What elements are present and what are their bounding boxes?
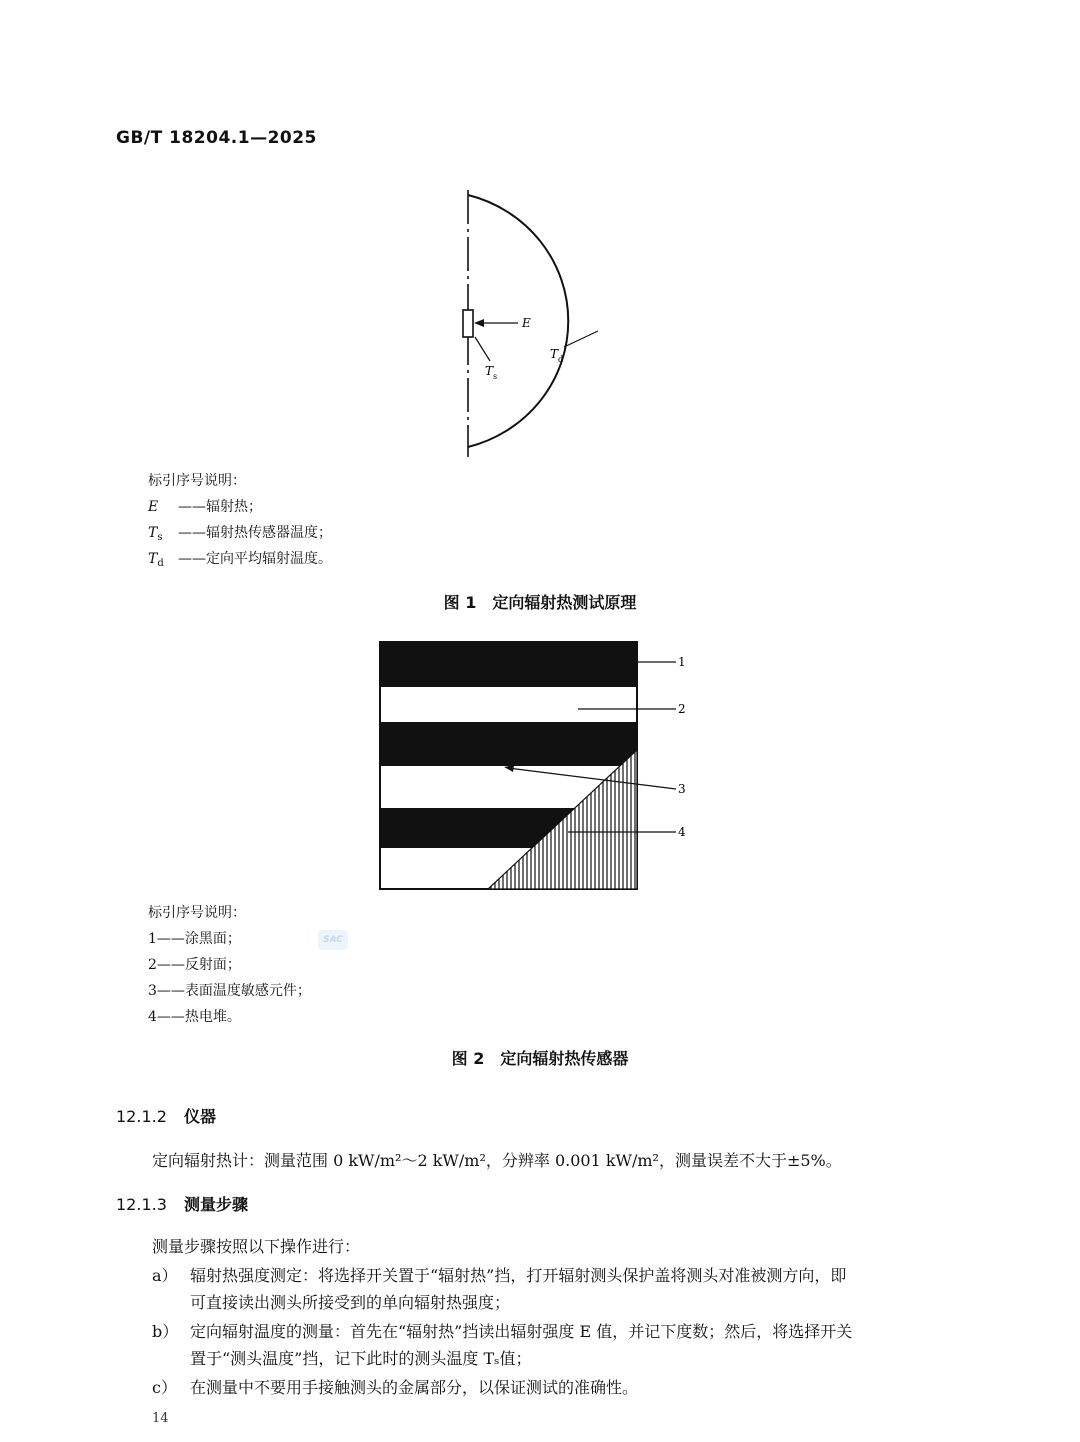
- figure1-legend-item: E ——辐射热；: [148, 499, 262, 515]
- sac-watermark-logo: SAC: [318, 930, 348, 950]
- list-item-text: 置于“测头温度”挡，记下此时的测头温度 Tₛ值；: [190, 1349, 532, 1368]
- figure2-caption: 图 2 定向辐射热传感器: [451, 1049, 629, 1068]
- figure2-callout-4: 4: [678, 825, 686, 839]
- list-item-text: 辐射热强度测定：将选择开关置于“辐射热”挡，打开辐射测头保护盖将测头对准被测方向，即: [190, 1266, 847, 1285]
- figure2-legend-item: 2——反射面；: [148, 957, 241, 973]
- figure1-legend-item: $T_s$ ——辐射热传感器温度；: [148, 525, 332, 543]
- figure2-legend-heading: 标引序号说明：: [148, 905, 246, 921]
- list-item-label: c）: [152, 1378, 177, 1397]
- standard-number: GB/T 18204.1—2025: [116, 128, 317, 148]
- list-item-label: a）: [152, 1266, 178, 1285]
- figure1-label-Ts-sub: s: [493, 372, 498, 381]
- figure1-label-E: E: [522, 316, 531, 330]
- figure2-legend-item: 4——热电堆。: [148, 1009, 241, 1025]
- section-12-1-2-body: 定向辐射热计：测量范围 0 kW/m²～2 kW/m²，分辨率 0.001 kW/m²，测量误差不大于±5%。: [152, 1151, 842, 1170]
- figure2-callout-1: 1: [678, 655, 686, 669]
- figure1-caption: 图 1 定向辐射热测试原理: [443, 593, 637, 612]
- figure2-black-stripe: [380, 642, 637, 687]
- list-item-text: 定向辐射温度的测量：首先在“辐射热”挡读出辐射强度 E 值，并记下度数；然后，将选择开关: [190, 1322, 853, 1341]
- section-12-1-3-intro: 测量步骤按照以下操作进行：: [152, 1237, 361, 1256]
- list-item-text: 在测量中不要用手接触测头的金属部分，以保证测试的准确性。: [190, 1378, 639, 1397]
- list-item-label: b）: [152, 1322, 179, 1341]
- figure1-diagram: [440, 185, 640, 465]
- section-12-1-2-heading: 12.1.2 仪器: [116, 1107, 217, 1126]
- figure2-legend-item: 1——涂黑面；: [148, 931, 241, 947]
- figure1-sensor: [463, 310, 473, 337]
- figure2-legend-item: 3——表面温度敏感元件；: [148, 983, 311, 999]
- figure1-legend-item: $T_d$ ——定向平均辐射温度。: [148, 551, 332, 569]
- figure1-label-Ts: T: [485, 364, 494, 378]
- figure2-callout-3: 3: [678, 782, 686, 796]
- figure2-diagram: [378, 640, 698, 892]
- figure1-arrow-E: [474, 319, 484, 327]
- figure1-label-Td-sub: d: [558, 355, 564, 364]
- figure2-callout-2: 2: [678, 702, 686, 716]
- list-item-text: 可直接读出测头所接受到的单向辐射热强度；: [190, 1293, 511, 1312]
- section-12-1-3-heading: 12.1.3 测量步骤: [116, 1195, 249, 1214]
- figure1-label-Td: T: [550, 347, 559, 361]
- figure1-legend-heading: 标引序号说明：: [148, 473, 246, 489]
- figure2-black-stripe: [380, 722, 637, 766]
- page-number: 14: [152, 1411, 169, 1426]
